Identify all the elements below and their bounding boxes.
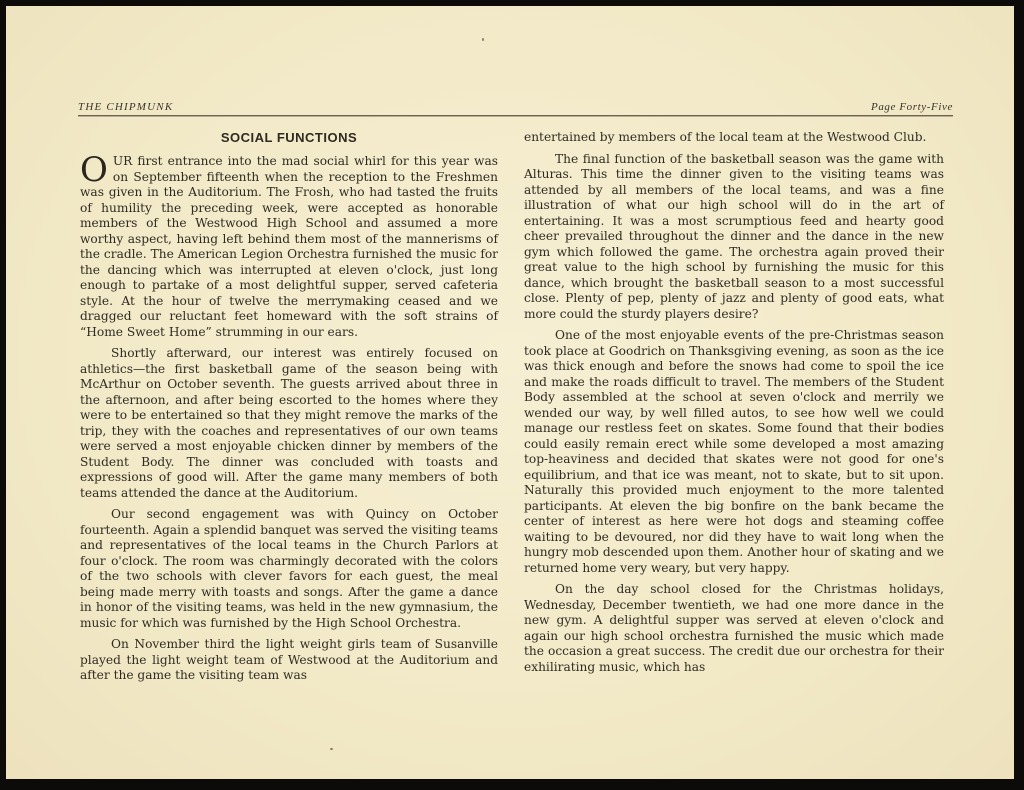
left-column bbox=[80, 130, 498, 690]
paragraph-6: The final function of the basketball season was the game with Alturas. This time the dinner given to the visiting teams was attended by all members of the local teams, and was a fine illustration of what our high school will do in the art of entertaining. It was a most scrumptious feed and hearty good cheer prevailed throughout the dinner and the dance in the new gym which followed the game. The orchestra again proved their great value to the high school by furnishing the music for this dance, which brought the basketball season to a most successful close. Plenty of pep, plenty of jazz and plenty of good eats, what more could the sturdy players desire? bbox=[524, 151, 944, 321]
header-rule bbox=[78, 115, 953, 117]
paragraph-2: Shortly afterward, our interest was entirely focused on athletics—the first basketball game of the season being with McArthur on October seventh. The guests arrived about three in the afternoon, and after being escorted to the homes where they were to be entertained so that they might remove the marks of the trip, they with the coaches and representatives of our own teams were served a most enjoyable chicken dinner by members of the Student Body. The dinner was concluded with toasts and expressions of good will. After the game many members of both teams attended the dance at the Auditorium. bbox=[80, 346, 498, 500]
paper-speck bbox=[482, 38, 484, 41]
publication-title: THE CHIPMUNK bbox=[78, 101, 174, 113]
article-title: SOCIAL FUNCTIONS bbox=[220, 130, 358, 145]
paper-speck bbox=[330, 748, 333, 750]
paragraph-3: Our second engagement was with Quincy on October fourteenth. Again a splendid banquet was served the visiting teams and representatives of the local teams in the Church Parlors at four o'clock. The room was charmingly decorated with the colors of the two schools with clever favors for each guest, the meal being made merry with toasts and songs. After the game a dance in honor of the visiting teams, was held in the new gymnasium, the music for which was furnished by the High School Orchestra. bbox=[80, 507, 498, 630]
drop-cap: O bbox=[80, 150, 108, 190]
right-column bbox=[524, 130, 944, 681]
paragraph-4: On November third the light weight girls team of Susanville played the light weight team of Westwood at the Auditorium and after the game the visiting team was bbox=[80, 637, 498, 682]
paragraph-5: entertained by members of the local team at the Westwood Club. bbox=[524, 130, 927, 144]
yearbook-page bbox=[6, 6, 1014, 779]
paragraph-1 bbox=[80, 150, 498, 340]
page-number: Page Forty-Five bbox=[871, 101, 953, 113]
paragraph-8: On the day school closed for the Christmas holidays, Wednesday, December twentieth, we had one more dance in the new gym. A delightful supper was served at eleven o'clock and again our high school orchestra furnished the music which made the occasion a great success. The credit due our orchestra for their exhilirating music, which has bbox=[524, 582, 944, 674]
paragraph-1-text: UR first entrance into the mad social whirl for this year was on September fifteenth when the reception to the Freshmen was given in the Auditorium. The Frosh, who had tasted the fruits of humility the preceding week, were accepted as honorable members of the Westwood High School and assumed a more worthy aspect, having left behind them most of the mannerisms of the cradle. The American Legion Orchestra furnished the music for the dancing which was interrupted at eleven o'clock, just long enough to partake of a most delightful supper, served cafeteria style. At the hour of twelve the merrymaking ceased and we dragged our reluctant feet homeward with the soft strains of “Home Sweet Home” strumming in our ears. bbox=[80, 154, 498, 339]
paragraph-7: One of the most enjoyable events of the pre-Christmas season took place at Goodrich on Thanksgiving evening, as soon as the ice was thick enough and before the snows had come to spoil the ice and make the roads difficult to travel. The members of the Student Body assembled at the school at seven o'clock and merrily we wended our way, by well filled autos, to see how well we could manage our restless feet on skates. Some found that their bodies could easily remain erect while some developed a most amazing top-heaviness and decided that skates were not good for one's equilibrium, and that ice was meant, not to skate, but to sit upon. Naturally this provided much enjoyment to the more talented participants. At eleven the big bonfire on the bank became the center of interest as here were hot dogs and steaming coffee waiting to be devoured, nor did they have to wait long when the hungry mob descended upon them. Another hour of skating and we returned home very weary, but very happy. bbox=[524, 328, 944, 575]
